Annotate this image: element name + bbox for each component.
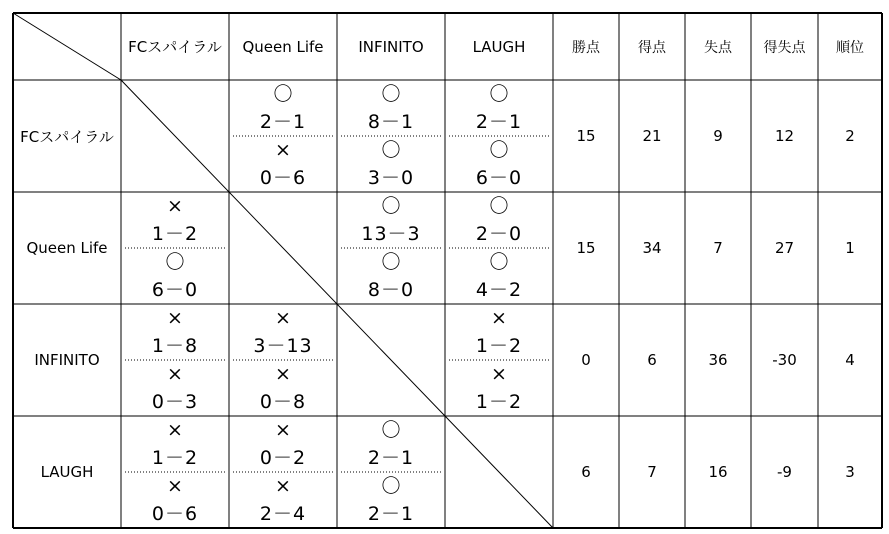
match-result [445, 80, 553, 136]
result-mark: × [275, 139, 291, 161]
match-result [229, 80, 337, 136]
column-header-team: FCスパイラル [128, 38, 222, 56]
stat-value: 7 [713, 239, 723, 257]
result-mark: × [275, 475, 291, 497]
match-result [229, 360, 337, 416]
match-result [121, 192, 229, 248]
match-score: 6－0 [151, 279, 199, 301]
stat-value: 0 [581, 351, 591, 369]
stat-value: 1 [845, 239, 855, 257]
stat-value: 15 [576, 127, 596, 145]
result-mark: × [167, 307, 183, 329]
result-mark: × [167, 475, 183, 497]
column-header-team: INFINITO [358, 37, 424, 56]
result-mark: 〇 [381, 195, 401, 217]
match-score: 2－1 [475, 111, 523, 133]
column-header-team: LAUGH [472, 37, 526, 56]
match-result [229, 416, 337, 472]
stat-value: -30 [772, 351, 797, 369]
match-score: 0－8 [259, 391, 307, 413]
match-score: 8－1 [367, 111, 415, 133]
stat-value: 15 [576, 239, 596, 257]
match-result [229, 136, 337, 192]
match-result [337, 416, 445, 472]
match-result [121, 304, 229, 360]
result-mark: 〇 [489, 139, 509, 161]
match-result [445, 248, 553, 304]
row-header-team: LAUGH [40, 463, 94, 481]
result-mark: × [491, 307, 507, 329]
result-mark: 〇 [381, 251, 401, 273]
match-score: 2－4 [259, 503, 307, 525]
match-result [121, 472, 229, 528]
match-score: 0－3 [151, 391, 199, 413]
match-result [121, 416, 229, 472]
match-result [229, 304, 337, 360]
match-score: 0－2 [259, 447, 307, 469]
match-result [337, 248, 445, 304]
stat-value: 21 [642, 127, 662, 145]
stat-value: 6 [647, 351, 657, 369]
stat-value: 2 [845, 127, 855, 145]
column-header-team: Queen Life [242, 37, 324, 56]
result-mark: × [167, 363, 183, 385]
column-header-stat: 順位 [836, 39, 864, 56]
result-mark: 〇 [381, 419, 401, 441]
match-score: 1－8 [151, 335, 199, 357]
stat-value: -9 [777, 463, 792, 481]
result-mark: 〇 [273, 83, 293, 105]
stat-value: 3 [845, 463, 855, 481]
column-header-stat: 得点 [638, 39, 666, 56]
grid-line [13, 13, 121, 80]
match-score: 3－0 [367, 167, 415, 189]
match-result [229, 472, 337, 528]
match-score: 0－6 [259, 167, 307, 189]
match-score: 13－3 [361, 223, 421, 245]
match-result [337, 192, 445, 248]
match-result [445, 136, 553, 192]
stat-value: 9 [713, 127, 723, 145]
match-score: 1－2 [151, 447, 199, 469]
match-score: 2－1 [367, 447, 415, 469]
result-mark: 〇 [489, 251, 509, 273]
stat-value: 36 [708, 351, 728, 369]
match-score: 1－2 [151, 223, 199, 245]
result-mark: × [167, 195, 183, 217]
result-mark: 〇 [489, 195, 509, 217]
row-header-team: Queen Life [26, 239, 108, 257]
result-mark: × [491, 363, 507, 385]
result-mark: 〇 [165, 251, 185, 273]
result-mark: 〇 [381, 139, 401, 161]
match-score: 1－2 [475, 391, 523, 413]
result-mark: × [167, 419, 183, 441]
column-header-stat: 勝点 [572, 39, 600, 56]
match-result [445, 192, 553, 248]
match-result [445, 304, 553, 360]
result-mark: × [275, 363, 291, 385]
match-score: 4－2 [475, 279, 523, 301]
result-mark: × [275, 307, 291, 329]
stat-value: 6 [581, 463, 591, 481]
column-header-stat: 得失点 [763, 39, 806, 56]
result-mark: 〇 [489, 83, 509, 105]
match-result [121, 248, 229, 304]
match-result [337, 472, 445, 528]
match-score: 1－2 [475, 335, 523, 357]
result-mark: 〇 [381, 475, 401, 497]
stat-value: 12 [774, 127, 795, 145]
match-result [337, 80, 445, 136]
stat-value: 27 [774, 239, 795, 257]
row-header-team: FCスパイラル [20, 127, 114, 146]
match-score: 8－0 [367, 279, 415, 301]
column-header-stat: 失点 [704, 39, 732, 56]
stat-value: 4 [845, 351, 855, 369]
row-header-team: INFINITO [34, 351, 100, 369]
stat-value: 34 [642, 239, 662, 257]
match-result [445, 360, 553, 416]
stat-value: 16 [708, 463, 728, 481]
match-score: 2－1 [367, 503, 415, 525]
stat-value: 7 [647, 463, 657, 481]
match-score: 2－0 [475, 223, 523, 245]
match-score: 6－0 [475, 167, 523, 189]
result-mark: 〇 [381, 83, 401, 105]
match-score: 0－6 [151, 503, 199, 525]
match-result [121, 360, 229, 416]
match-score: 3－13 [253, 335, 313, 357]
match-result [337, 136, 445, 192]
result-mark: × [275, 419, 291, 441]
match-score: 2－1 [259, 111, 307, 133]
